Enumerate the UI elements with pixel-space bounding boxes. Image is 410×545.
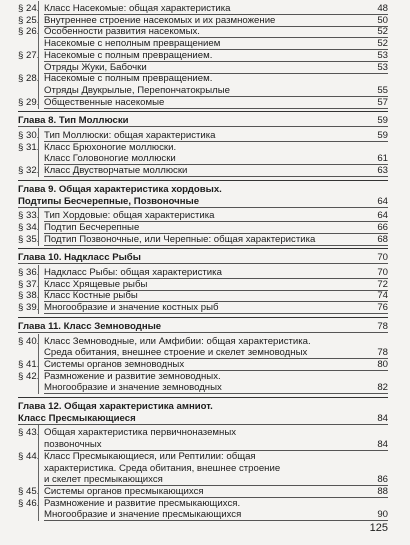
page-number: 125 <box>369 522 388 534</box>
page-ref: 78 <box>377 347 388 359</box>
toc-entry-continuation <box>0 463 388 474</box>
leader-line <box>44 313 388 314</box>
toc-entry <box>0 290 388 301</box>
entry-title: Отряды Двукрылые, Перепончатокрылые <box>44 84 230 96</box>
entry-title: Многообразие и значение пресмыкающихся <box>44 509 242 521</box>
page-ref: 74 <box>377 290 388 302</box>
section-number: § 40. <box>18 335 40 347</box>
entry-title: Общая характеристика первичноназемных <box>44 427 237 439</box>
page-ref: 55 <box>377 84 388 96</box>
section-number: § 37. <box>18 278 40 290</box>
entry-title: Глава 10. Надкласс Рыбы <box>18 252 141 264</box>
entry-title: Класс Насекомые: общая характеристика <box>44 3 231 14</box>
entry-title: и скелет пресмыкающихся <box>44 474 163 486</box>
page-ref: 63 <box>377 165 388 177</box>
page-ref: 48 <box>377 3 388 14</box>
toc-entry <box>0 3 388 14</box>
entry-title: Класс Хрящевые рыбы <box>44 278 148 290</box>
section-number: § 25. <box>18 14 40 26</box>
entry-title: Класс Головоногие моллюски <box>44 153 176 165</box>
toc-entry <box>0 279 388 290</box>
leader-line <box>18 207 388 208</box>
leader-line <box>18 263 388 264</box>
page-ref: 78 <box>377 320 388 332</box>
page-ref: 61 <box>377 153 388 165</box>
section-bar <box>38 128 39 177</box>
leader-line <box>18 126 388 127</box>
page-ref: 59 <box>377 115 388 127</box>
page-ref: 68 <box>377 233 388 245</box>
toc-entry <box>0 130 388 141</box>
section-bar <box>38 425 39 521</box>
entry-title: Глава 12. Общая характеристика амниот. <box>18 401 213 412</box>
leader-line <box>44 393 388 394</box>
page-ref: 64 <box>377 210 388 222</box>
entry-title: Глава 8. Тип Моллюски <box>18 115 129 127</box>
entry-title: Класс Костные рыбы <box>44 290 138 302</box>
entry-title: Подтип Бесчерепные <box>44 221 140 233</box>
section-number: § 35. <box>18 233 40 245</box>
toc-entry <box>0 142 388 153</box>
section-number: § 29. <box>18 96 40 108</box>
section-number: § 31. <box>18 141 40 153</box>
toc-entry <box>0 486 388 497</box>
page-ref: 88 <box>377 485 388 497</box>
entry-title: Общественные насекомые <box>44 96 165 108</box>
section-number: § 30. <box>18 130 40 141</box>
section-number: § 39. <box>18 302 40 314</box>
toc-entry <box>0 451 388 462</box>
toc-entry-continuation <box>0 439 388 450</box>
page-ref: 64 <box>377 195 388 207</box>
section-number: § 36. <box>18 267 40 278</box>
chapter-divider <box>18 248 388 249</box>
toc-entry <box>0 210 388 221</box>
page-ref: 84 <box>377 412 388 424</box>
toc-entry <box>0 427 388 438</box>
section-number: § 32. <box>18 165 40 177</box>
page-ref: 52 <box>377 38 388 50</box>
section-number: § 45. <box>18 485 40 497</box>
chapter-heading <box>0 321 388 332</box>
toc-entry <box>0 359 388 370</box>
chapter-heading <box>0 184 388 195</box>
toc-entry-continuation <box>0 509 388 520</box>
toc-entry <box>0 73 388 84</box>
page-ref: 84 <box>377 439 388 451</box>
leader-line <box>44 108 388 109</box>
toc-entry <box>0 97 388 108</box>
toc-entry-continuation <box>0 382 388 393</box>
entry-title: характеристика. Среда обитания, внешнее строение <box>44 462 281 474</box>
section-number: § 27. <box>18 49 40 61</box>
page-ref: 66 <box>377 221 388 233</box>
entry-title: Насекомые с полным превращением. <box>44 49 213 61</box>
section-number: § 46. <box>18 497 40 509</box>
toc-entry <box>0 267 388 278</box>
page-ref: 82 <box>377 382 388 394</box>
page-ref: 53 <box>377 61 388 73</box>
toc-entry <box>0 165 388 176</box>
toc-entry <box>0 336 388 347</box>
page-ref: 86 <box>377 474 388 486</box>
toc-entry-continuation <box>0 85 388 96</box>
toc-entry <box>0 498 388 509</box>
chapter-heading <box>0 401 388 412</box>
leader-line <box>18 332 388 333</box>
entry-title: Насекомые с полным превращением. <box>44 73 213 85</box>
entry-title: Класс Брюхоногие моллюски. <box>44 141 177 153</box>
toc-entry <box>0 50 388 61</box>
entry-title: позвоночных <box>44 439 102 451</box>
page-ref: 76 <box>377 302 388 314</box>
section-number: § 28. <box>18 73 40 85</box>
chapter-heading <box>0 413 388 424</box>
chapter-divider <box>18 397 388 398</box>
section-number: § 41. <box>18 358 40 370</box>
entry-title: Надкласс Рыбы: общая характеристика <box>44 267 222 278</box>
entry-title: Многообразие и значение костных рыб <box>44 302 219 314</box>
entry-title: Отряды Жуки, Бабочки <box>44 61 147 73</box>
page-ref: 53 <box>377 49 388 61</box>
toc-entry <box>0 15 388 26</box>
entry-title: Тип Моллюски: общая характеристика <box>44 130 216 141</box>
toc-entry-continuation <box>0 153 388 164</box>
entry-title: Тип Хордовые: общая характеристика <box>44 210 215 222</box>
entry-title: Глава 11. Класс Земноводные <box>18 320 162 332</box>
section-number: § 38. <box>18 290 40 302</box>
entry-title: Класс Пресмыкающиеся <box>18 412 136 424</box>
page-ref: 50 <box>377 14 388 26</box>
toc-entry <box>0 234 388 245</box>
toc-entry-continuation <box>0 38 388 49</box>
entry-title: Насекомые с неполным превращением <box>44 38 221 50</box>
entry-title: Особенности развития насекомых. <box>44 26 200 38</box>
toc-entry-continuation <box>0 347 388 358</box>
toc-entry <box>0 371 388 382</box>
entry-title: Подтип Позвоночные, или Черепные: общая характеристика <box>44 233 316 245</box>
chapter-divider <box>18 180 388 181</box>
section-bar <box>38 334 39 395</box>
section-bar <box>38 265 39 314</box>
entry-title: Внутреннее строение насекомых и их размножение <box>44 14 276 26</box>
leader-line <box>44 520 388 521</box>
section-number: § 42. <box>18 370 40 382</box>
page-ref: 52 <box>377 26 388 38</box>
page-ref: 59 <box>377 130 388 141</box>
page-ref: 70 <box>377 267 388 278</box>
section-number: § 43. <box>18 427 40 439</box>
leader-line <box>18 424 388 425</box>
page-ref: 90 <box>377 509 388 521</box>
chapter-divider <box>18 317 388 318</box>
chapter-heading <box>0 252 388 263</box>
page-ref: 72 <box>377 278 388 290</box>
entry-title: Класс Пресмыкающиеся, или Рептилии: общая <box>44 450 256 462</box>
section-bar <box>38 1 39 109</box>
section-number: § 34. <box>18 221 40 233</box>
page-ref: 70 <box>377 252 388 264</box>
leader-line <box>44 245 388 246</box>
entry-title: Системы органов земноводных <box>44 358 185 370</box>
entry-title: Глава 9. Общая характеристика хордовых. <box>18 183 222 195</box>
entry-title: Многообразие и значение земноводных <box>44 382 222 394</box>
section-bar <box>38 208 39 245</box>
entry-title: Размножение и развитие земноводных. <box>44 370 221 382</box>
chapter-heading <box>0 196 388 207</box>
toc-entry <box>0 26 388 37</box>
entry-title: Класс Двустворчатые моллюски <box>44 165 188 177</box>
toc-entry-continuation <box>0 474 388 485</box>
leader-line <box>44 176 388 177</box>
section-number: § 24. <box>18 3 40 14</box>
section-number: § 26. <box>18 26 40 38</box>
toc-entry <box>0 302 388 313</box>
entry-title: Системы органов пресмыкающихся <box>44 485 204 497</box>
toc-entry <box>0 222 388 233</box>
chapter-heading <box>0 115 388 126</box>
page-ref: 80 <box>377 358 388 370</box>
entry-title: Размножение и развитие пресмыкающихся. <box>44 497 241 509</box>
entry-title: Класс Земноводные, или Амфибии: общая характеристика. <box>44 335 311 347</box>
entry-title: Подтипы Бесчерепные, Позвоночные <box>18 195 200 207</box>
entry-title: Среда обитания, внешнее строение и скелет земноводных <box>44 347 308 359</box>
section-number: § 44. <box>18 450 40 462</box>
page-ref: 57 <box>377 96 388 108</box>
section-number: § 33. <box>18 210 40 222</box>
toc-entry-continuation <box>0 62 388 73</box>
chapter-divider <box>18 111 388 112</box>
